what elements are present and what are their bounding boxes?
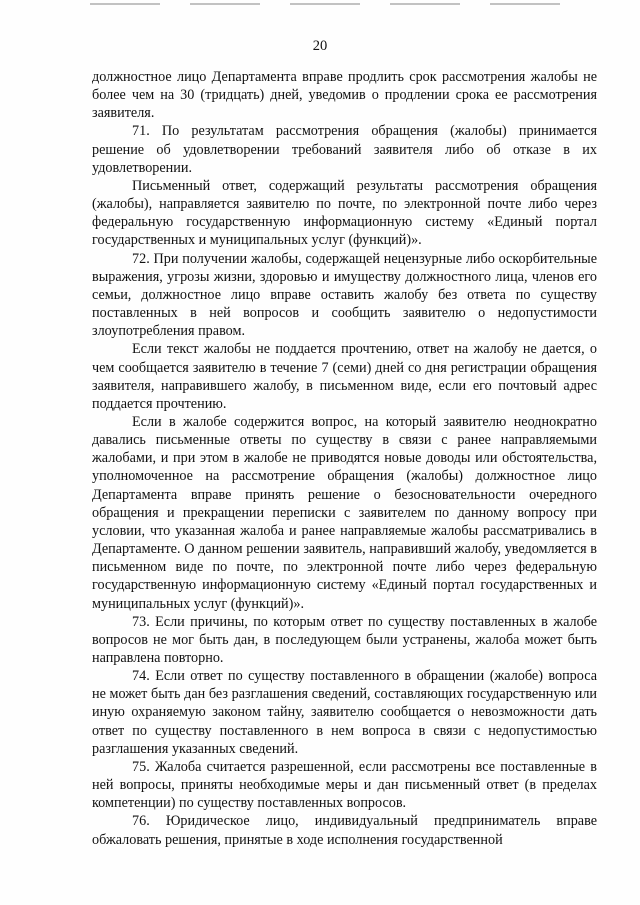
page-number: 20 xyxy=(312,38,328,54)
paragraph: Если в жалобе содержится вопрос, на который заявителю неоднократно давались письменные ответы по существу в связи с ранее направляемыми жалобами, и при этом в жалобе не приводятся новые доводы или обстоятельства, уполномоченное на рассмотрение обращения (жалобы) должностное лицо Департамента вправе принять решение о безосновательности очередного обращения и прекращении переписки с заявителем по данному вопросу при условии, что указанная жалоба и ранее направляемые жалобы рассматривались в Департаменте. О данном решении заявитель, направивший жалобу, уведомляется в письменном виде по почте, по электронной почте либо через федеральную государственную информационную систему «Единый портал государственных и муниципальных услуг (функций)». xyxy=(92,413,597,612)
paragraph: 72. При получении жалобы, содержащей нецензурные либо оскорбительные выражения, угрозы жизни, здоровью и имуществу должностного лица, членов его семьи, должностное лицо вправе оставить жалобу без ответа по существу поставленных в ней вопросов и сообщить заявителю о недопустимости злоупотребления правом. xyxy=(92,250,597,340)
paragraph: Письменный ответ, содержащий результаты рассмотрения обращения (жалобы), направляется заявителю по почте, по электронной почте либо через федеральную государственную информационную систему «Единый портал государственных и муниципальных услуг (функций)». xyxy=(92,177,597,249)
paragraph: 73. Если причины, по которым ответ по существу поставленных в жалобе вопросов не мог быть дан, в последующем были устранены, жалоба может быть направлена повторно. xyxy=(92,613,597,666)
paragraph: 74. Если ответ по существу поставленного в обращении (жалобе) вопроса не может быть дан без разглашения сведений, составляющих государственную или иную охраняемую законом тайну, заявителю сообщается о невозможности дать ответ по существу поставленного в нем вопроса в связи с недопустимостью разглашения указанных сведений. xyxy=(92,668,597,757)
paragraph: должностное лицо Департамента вправе продлить срок рассмотрения жалобы не более чем на 30 (тридцать) дней, уведомив о продлении срока ее рассмотрения заявителя. xyxy=(92,69,597,122)
scan-edge-artifact xyxy=(90,3,580,5)
paragraph: 71. По результатам рассмотрения обращения (жалобы) принимается решение об удовлетворении требований заявителя либо об отказе в их удовлетворении. xyxy=(92,123,597,176)
paragraph: Если текст жалобы не поддается прочтению, ответ на жалобу не дается, о чем сообщается заявителю в течение 7 (семи) дней со дня регистрации обращения заявителя, направившего жалобу, в письменном виде, если его почтовый адрес поддается прочтению. xyxy=(92,341,597,412)
document-body xyxy=(92,68,597,849)
paragraph: 75. Жалоба считается разрешенной, если рассмотрены все поставленные в ней вопросы, приняты необходимые меры и дан письменный ответ (в пределах компетенции) по существу поставленных вопросов. xyxy=(92,758,597,812)
paragraph: 76. Юридическое лицо, индивидуальный предприниматель вправе обжаловать решения, принятые в ходе исполнения государственной xyxy=(92,813,597,848)
